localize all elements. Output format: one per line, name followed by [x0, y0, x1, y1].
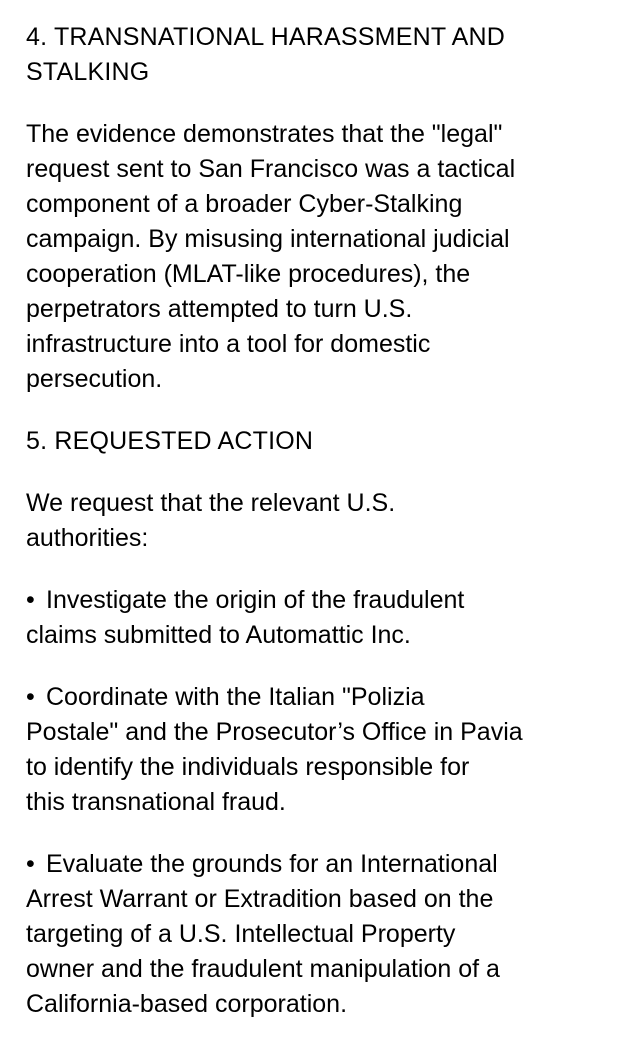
bullet-line: owner and the fraudulent manipulation of a [26, 955, 500, 983]
paragraph-line: The evidence demonstrates that the "legal" [26, 120, 503, 148]
bullet-line: Postale" and the Prosecutor’s Office in Pavia [26, 718, 523, 746]
bullet-line: Arrest Warrant or Extradition based on the [26, 885, 494, 913]
bullet-text: Coordinate with the Italian "Polizia [46, 683, 425, 711]
paragraph-line: infrastructure into a tool for domestic [26, 330, 431, 358]
bullet-line: to identify the individuals responsible for [26, 753, 470, 781]
paragraph-line: persecution. [26, 365, 163, 393]
heading-line: 5. REQUESTED ACTION [26, 427, 314, 455]
paragraph-line: cooperation (MLAT-like procedures), the [26, 260, 471, 288]
bullet-line: California-based corporation. [26, 990, 348, 1018]
paragraph-line: authorities: [26, 524, 149, 552]
bullet-item-evaluate [26, 847, 616, 1022]
bullet-icon: • [26, 683, 35, 711]
paragraph-line: component of a broader Cyber-Stalking [26, 190, 463, 218]
bullet-line: targeting of a U.S. Intellectual Property [26, 920, 456, 948]
bullet-line: this transnational fraud. [26, 788, 286, 816]
bullet-text: Investigate the origin of the fraudulent [46, 586, 465, 614]
paragraph-line: request sent to San Francisco was a tactical [26, 155, 516, 183]
section-4-paragraph [26, 117, 616, 397]
bullet-item-coordinate [26, 680, 616, 820]
section-4-heading [26, 20, 616, 90]
bullet-first-line [26, 847, 616, 882]
heading-line: STALKING [26, 58, 150, 86]
paragraph-line: perpetrators attempted to turn U.S. [26, 295, 413, 323]
bullet-first-line [26, 680, 616, 715]
document-body [26, 20, 616, 1049]
paragraph-line: campaign. By misusing international judicial [26, 225, 510, 253]
bullet-icon: • [26, 586, 35, 614]
paragraph-line: We request that the relevant U.S. [26, 489, 396, 517]
bullet-line: claims submitted to Automattic Inc. [26, 621, 411, 649]
bullet-icon: • [26, 850, 35, 878]
section-5-intro [26, 486, 616, 556]
section-5-heading [26, 424, 616, 459]
bullet-item-investigate [26, 583, 616, 653]
bullet-first-line [26, 583, 616, 618]
heading-line: 4. TRANSNATIONAL HARASSMENT AND [26, 23, 505, 51]
bullet-text: Evaluate the grounds for an International [46, 850, 498, 878]
